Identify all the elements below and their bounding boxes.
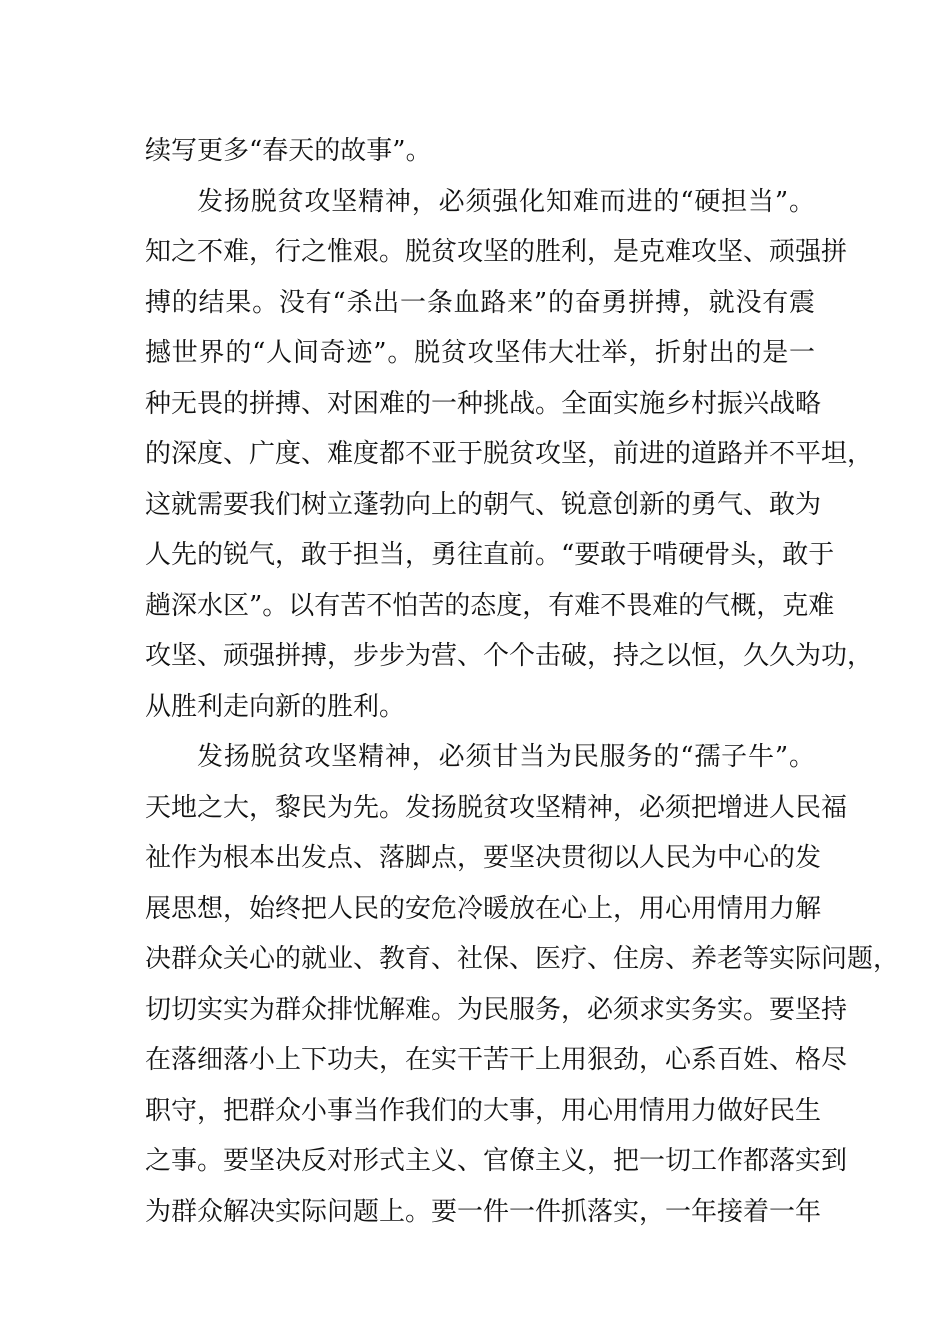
text-line: 搏的结果。没有“杀出一条血路来”的奋勇拼搏，就没有震 [145,287,815,318]
text-line: 天地之大，黎民为先。发扬脱贫攻坚精神，必须把增进人民福 [145,792,848,823]
text-line: 这就需要我们树立蓬勃向上的朝气、锐意创新的勇气、敢为 [145,489,822,520]
paragraph-first-line: 发扬脱贫攻坚精神，必须强化知难而进的“硬担当”。 [197,186,815,217]
text-line: 从胜利走向新的胜利。 [145,691,406,722]
text-line: 为群众解决实际问题上。要一件一件抓落实，一年接着一年 [145,1196,822,1227]
text-line: 攻坚、顽强拼搏，步步为营、个个击破，持之以恒，久久为功， [145,641,874,671]
text-line: 在落细落小上下功夫，在实干苦干上用狠劲，心系百姓、格尽 [145,1045,848,1075]
text-line: 人先的锐气，敢于担当，勇往直前。“要敢于啃硬骨头，敢于 [145,540,835,570]
paragraph-first-line: 发扬脱贫攻坚精神，必须甘当为民服务的“孺子牛”。 [197,742,815,772]
text-line: 的深度、广度、难度都不亚于脱贫攻坚，前进的道路并不平坦， [145,439,874,469]
text-line: 种无畏的拼搏、对困难的一种挑战。全面实施乡村振兴战略 [145,388,822,419]
text-line: 展思想，始终把人民的安危冷暖放在心上，用心用情用力解 [145,893,822,924]
text-line: 决群众关心的就业、教育、社保、医疗、住房、养老等实际问题， [145,944,900,974]
text-line: 知之不难，行之惟艰。脱贫攻坚的胜利，是克难攻坚、顽强拼 [145,237,848,267]
text-line: 职守，把群众小事当作我们的大事，用心用情用力做好民生 [145,1095,822,1126]
text-line: 趟深水区”。以有苦不怕苦的态度，有难不畏难的气概，克难 [145,590,835,621]
text-line: 祉作为根本出发点、落脚点，要坚决贯彻以人民为中心的发 [145,843,822,873]
document-body [145,126,900,1237]
text-line: 续写更多“春天的故事”。 [145,136,432,166]
text-line: 切切实实为群众排忧解难。为民服务，必须求实务实。要坚持 [145,994,848,1025]
text-line: 之事。要坚决反对形式主义、官僚主义，把一切工作都落实到 [145,1146,848,1176]
text-line: 撼世界的“人间奇迹”。脱贫攻坚伟大壮举，折射出的是一 [145,338,815,368]
